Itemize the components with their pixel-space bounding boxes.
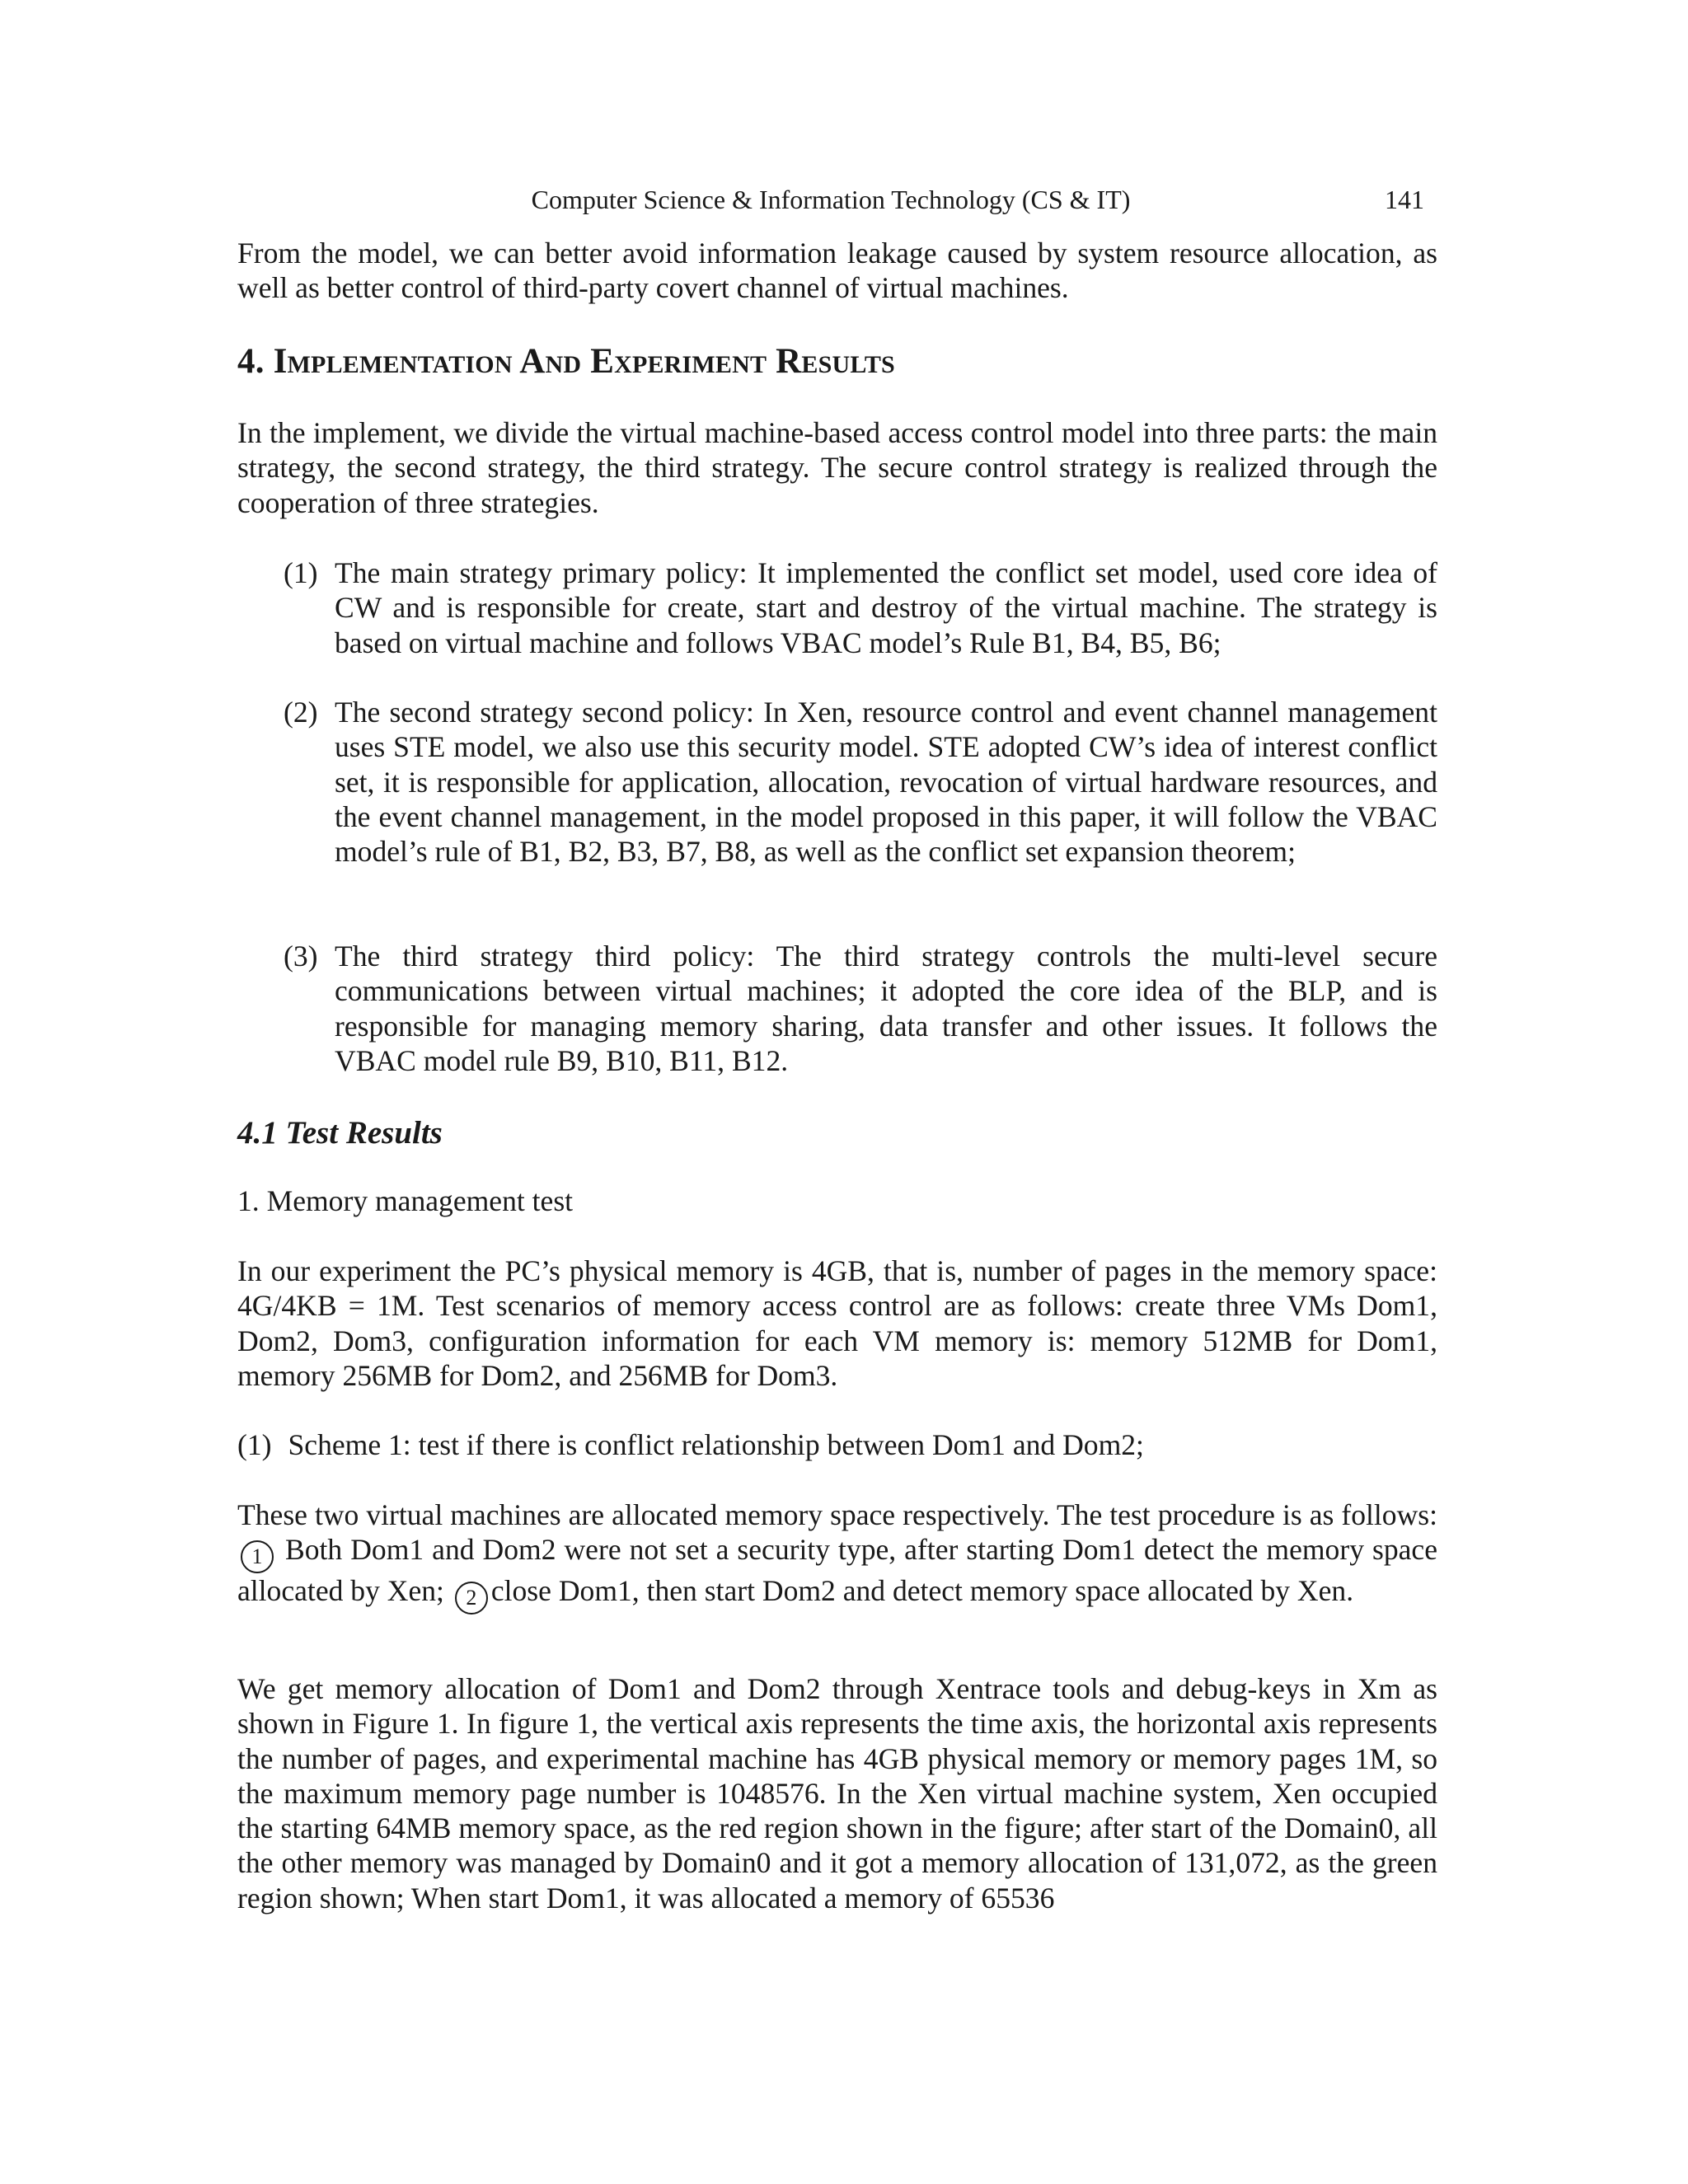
allocation-paragraph-text: We get memory allocation of Dom1 and Dom2 through Xentrace tools and debug-keys in Xm as shown in Figure 1. In figure 1, the vertical axis represents the time axis, the horizontal axis represents the number of pages, and experimental machine has 4GB physical memory or memory pages 1M, so the maximum memory page number is 1048576. In the Xen virtual machine system, Xen occupied the starting 64MB memory space, as the red region shown in the figure; after start of the Domain0, all the other memory was managed by Domain0 and it got a memory allocation of 131,072, as the green region shown; When start Dom1, it was allocated a memory of 65536 bbox=[237, 1672, 1437, 1915]
page-number: 141 bbox=[1385, 185, 1424, 214]
scheme-text: Scheme 1: test if there is conflict relationship between Dom1 and Dom2; bbox=[288, 1428, 1144, 1461]
memory-test-title-text: 1. Memory management test bbox=[237, 1184, 574, 1217]
list-marker: (3) bbox=[284, 940, 318, 972]
list-item-text: The second strategy second policy: In Xen, resource control and event channel management uses STE model, we also use this security model. STE adopted CW’s idea of interest conflict set, it is responsible for application, allocation, revocation of virtual hardware resources, and the event channel management, in the model proposed in this paper, it will follow the VBAC model’s rule of B1, B2, B3, B7, B8, as well as the conflict set expansion theorem; bbox=[335, 696, 1437, 869]
procedure-paragraph bbox=[237, 1497, 1437, 1615]
procedure-step-2: close Dom1, then start Dom2 and detect memory space allocated by Xen. bbox=[490, 1574, 1354, 1608]
circled-number-2-icon: 2 bbox=[455, 1582, 488, 1615]
strategy-list-item bbox=[284, 939, 1437, 1078]
memory-test-title bbox=[237, 1183, 1437, 1218]
running-header bbox=[237, 183, 1424, 216]
memory-test-paragraph bbox=[237, 1254, 1437, 1393]
scheme-marker: (1) bbox=[237, 1428, 272, 1461]
procedure-intro: These two virtual machines are allocated memory space respectively. The test procedure is as follows: bbox=[237, 1498, 1437, 1531]
strategy-list-item bbox=[284, 555, 1437, 660]
lead-paragraph-text: From the model, we can better avoid information leakage caused by system resource allocation, as well as better control of third-party covert channel of virtual machines. bbox=[237, 237, 1437, 305]
allocation-paragraph bbox=[237, 1671, 1437, 1915]
section-heading: 4. Implementation And Experiment Results bbox=[237, 342, 895, 381]
lead-paragraph bbox=[237, 236, 1437, 306]
list-item-text: The main strategy primary policy: It implemented the conflict set model, used core idea of CW and is responsible for create, start and destroy of the virtual machine. The strategy is based on virtual machine and follows VBAC model’s Rule B1, B4, B5, B6; bbox=[335, 556, 1437, 659]
subsection-heading: 4.1 Test Results bbox=[237, 1115, 443, 1151]
section-intro bbox=[237, 415, 1437, 520]
list-marker: (1) bbox=[284, 556, 318, 589]
strategy-list-item bbox=[284, 695, 1437, 869]
circled-number-1-icon: 1 bbox=[241, 1540, 274, 1573]
procedure-paragraph-text bbox=[237, 1497, 1437, 1615]
memory-test-paragraph-text: In our experiment the PC’s physical memory is 4GB, that is, number of pages in the memory space: 4G/4KB = 1M. Test scenarios of memory access control are as follows: create three VMs Dom1, Dom2, Dom3, configuration information for each VM memory is: memory 512MB for Dom1, memory 256MB for Dom2, and 256MB for Dom3. bbox=[237, 1254, 1437, 1392]
section-intro-text: In the implement, we divide the virtual machine-based access control model into three parts: the main strategy, the second strategy, the third strategy. The secure control strategy is realized through the cooperation of three strategies. bbox=[237, 416, 1437, 519]
list-item-text: The third strategy third policy: The third strategy controls the multi-level secure communications between virtual machines; it adopted the core idea of the BLP, and is responsible for managing memory sharing, data transfer and other issues. It follows the VBAC model rule B9, B10, B11, B12. bbox=[335, 940, 1437, 1077]
procedure-step-1: Both Dom1 and Dom2 were not set a security type, after starting Dom1 detect the memory space allocated by Xen; bbox=[237, 1533, 1437, 1608]
scheme-line bbox=[237, 1427, 1144, 1462]
list-marker: (2) bbox=[284, 696, 318, 729]
journal-title: Computer Science & Information Technology (CS & IT) bbox=[531, 185, 1131, 214]
